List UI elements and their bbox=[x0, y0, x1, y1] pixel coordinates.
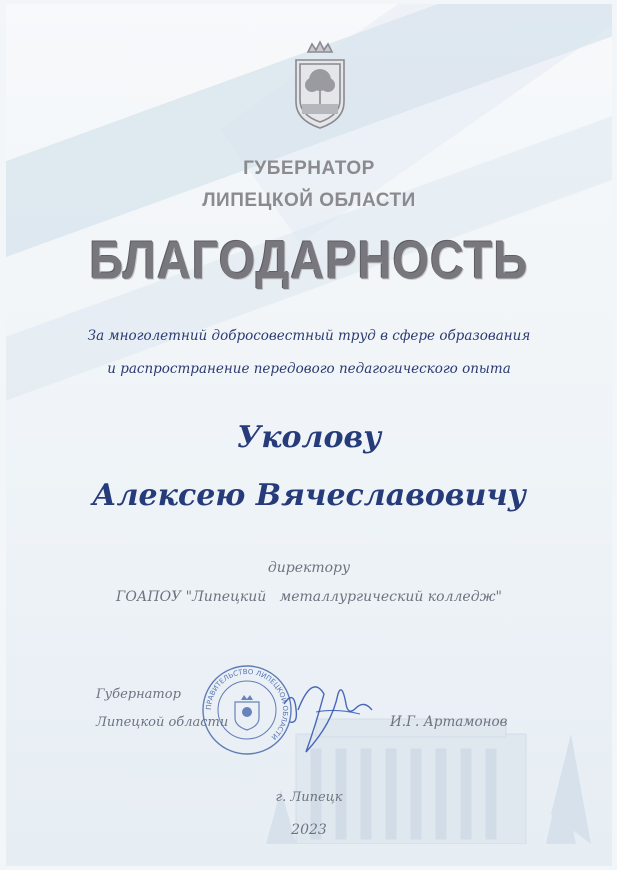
issue-year: 2023 bbox=[291, 822, 327, 838]
stamp-text: ПРАВИТЕЛЬСТВО ЛИПЕЦКОЙ ОБЛАСТИ bbox=[204, 667, 290, 742]
certificate-sheet bbox=[6, 4, 612, 866]
reason-line2: и распространение передового педагогического опыта bbox=[107, 361, 511, 377]
recipient-surname: Уколову bbox=[236, 420, 382, 455]
header-title-line1: ГУБЕРНАТОР bbox=[243, 158, 375, 179]
recipient-organization: ГОАПОУ "Липецкий металлургический колледж" bbox=[116, 589, 502, 605]
header-title-line2: ЛИПЕЦКОЙ ОБЛАСТИ bbox=[202, 190, 416, 211]
coat-of-arms-icon bbox=[290, 40, 350, 130]
signatory-title-line2: Липецкой области bbox=[96, 715, 229, 730]
issue-city: г. Липецк bbox=[275, 790, 343, 805]
reason-line1: За многолетний добросовестный труд в сфере образования bbox=[87, 328, 531, 344]
signatory-title-line1: Губернатор bbox=[96, 687, 181, 702]
certificate-title: БЛАГОДАРНОСТЬ bbox=[89, 229, 529, 290]
signatory-name: И.Г. Артамонов bbox=[390, 714, 508, 730]
recipient-role: директору bbox=[267, 560, 351, 576]
recipient-given-name: Алексею Вячеславовичу bbox=[92, 478, 526, 513]
handwritten-signature bbox=[276, 664, 386, 759]
